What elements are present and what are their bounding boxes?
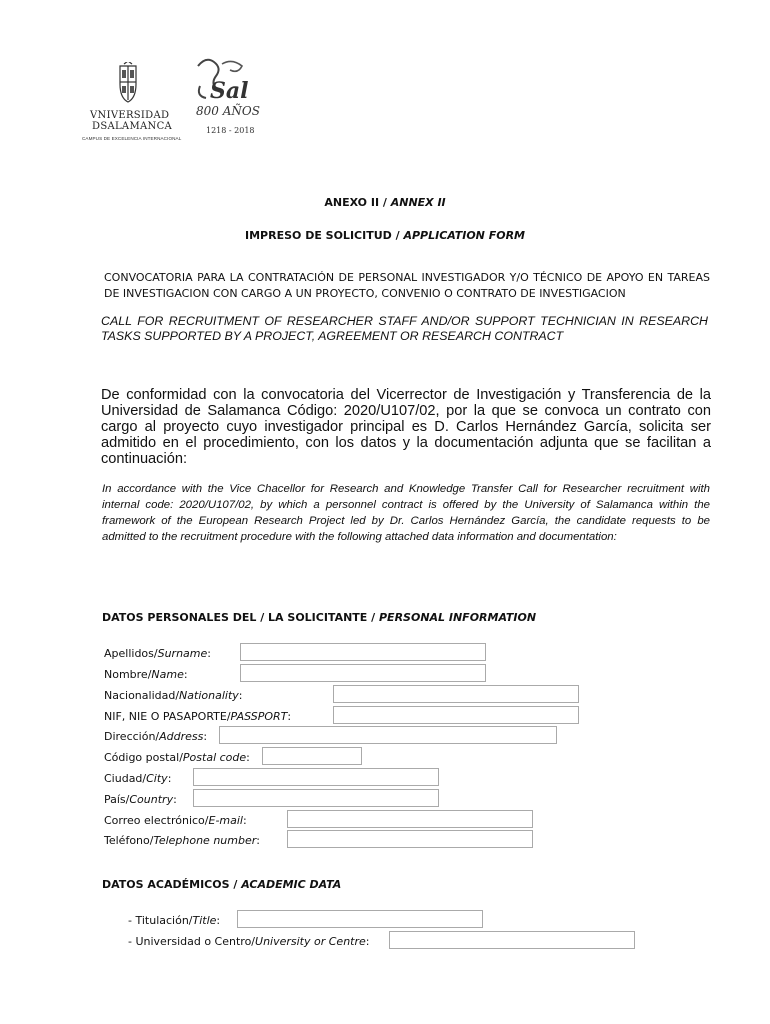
university-label: - Universidad o Centro/University or Centre: xyxy=(128,935,370,948)
city-input[interactable] xyxy=(193,768,439,786)
university-input[interactable] xyxy=(389,931,635,949)
address-label: Dirección/Address: xyxy=(104,730,208,743)
surname-input[interactable] xyxy=(240,643,486,661)
nationality-input[interactable] xyxy=(333,685,579,703)
logo-line-1: VNIVERSIDAD xyxy=(90,110,170,121)
name-input[interactable] xyxy=(240,664,486,682)
address-input[interactable] xyxy=(219,726,557,744)
annex-heading: ANEXO II / ANNEX II xyxy=(324,196,446,209)
academic-section-title: DATOS ACADÉMICOS / ACADEMIC DATA xyxy=(102,878,342,891)
postal-code-label: Código postal/Postal code: xyxy=(104,751,250,764)
degree-title-input[interactable] xyxy=(237,910,483,928)
anniversary-script: Sal xyxy=(210,78,249,104)
form-heading: IMPRESO DE SOLICITUD / APPLICATION FORM xyxy=(245,229,525,242)
nationality-label: Nacionalidad/Nationality: xyxy=(104,689,243,702)
postal-code-input[interactable] xyxy=(262,747,362,765)
call-title-es: CONVOCATORIA PARA LA CONTRATACIÓN DE PERSONAL INVESTIGADOR Y/O TÉCNICO DE APOYO EN TAREAS DE INVESTIGACION CON CARGO A UN PROYECTO, CONVENIO O CONTRATO DE INVESTIGACION xyxy=(104,271,710,300)
intro-paragraph-es: De conformidad con la convocatoria del Vicerrector de Investigación y Transferencia de la Universidad de Salamanca Código: 2020/U107/02, por la que se convoca un contrato con cargo al proyecto cuyo investigador principal es D. Carlos Hernández García, solicita ser admitido en el procedimiento, con los datos y la documentación adjunta que se facilitan a continuación: xyxy=(101,387,711,467)
country-input[interactable] xyxy=(193,789,439,807)
degree-title-label: - Titulación/Title: xyxy=(128,914,221,927)
personal-section-title: DATOS PERSONALES DEL / LA SOLICITANTE / PERSONAL INFORMATION xyxy=(102,611,537,624)
telephone-label: Teléfono/Telephone number: xyxy=(104,834,260,847)
logo-line-2: DSALAMANCA xyxy=(92,121,173,132)
call-title-en: CALL FOR RECRUITMENT OF RESEARCHER STAFF AND/OR SUPPORT TECHNICIAN IN RESEARCH TASKS SUPPORTED BY A PROJECT, AGREEMENT OR RESEARCH CONTRACT xyxy=(101,314,708,343)
surname-label: Apellidos/Surname: xyxy=(104,647,211,660)
name-label: Nombre/Name: xyxy=(104,668,188,681)
email-label: Correo electrónico/E-mail: xyxy=(104,814,247,827)
passport-input[interactable] xyxy=(333,706,579,724)
university-salamanca-logo xyxy=(80,62,182,141)
passport-label: NIF, NIE O PASAPORTE/PASSPORT: xyxy=(104,710,292,723)
anniversary-years: 1218 - 2018 xyxy=(206,126,255,135)
city-label: Ciudad/City: xyxy=(104,772,172,785)
email-input[interactable] xyxy=(287,810,533,828)
intro-paragraph-en: In accordance with the Vice Chacellor for Research and Knowledge Transfer Call for Researcher recruitment with internal code: 2020/U107/02, by which a personnel contract is offered by the University of Salamanca within the framework of the European Research Project led by Dr. Carlos Hernández García, the candidate requests to be admitted to the recruitment procedure with the following attached data information and documentation: xyxy=(102,483,710,543)
country-label: País/Country: xyxy=(104,793,177,806)
800-anniversary-logo xyxy=(192,56,268,140)
university-crest-icon xyxy=(80,62,176,106)
anniversary-label: 800 AÑOS xyxy=(196,104,260,118)
logo-tagline: CAMPUS DE EXCELENCIA INTERNACIONAL xyxy=(82,136,182,141)
telephone-input[interactable] xyxy=(287,830,533,848)
